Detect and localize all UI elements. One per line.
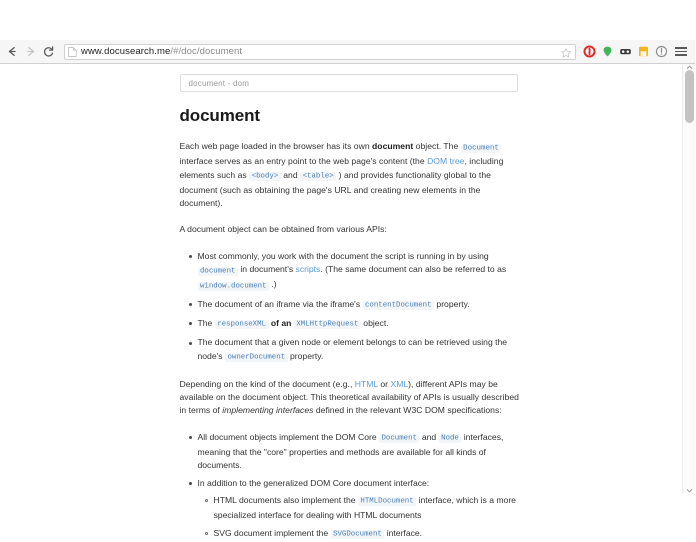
text-fragment: interfaces, meaning that the "core" properties and methods are available for all kinds of documents. [197, 431, 504, 471]
tab-strip [0, 0, 695, 40]
text-fragment: object. [360, 317, 389, 328]
link-html[interactable]: HTML [354, 378, 378, 389]
text-fragment: . (The same document can also be referred to as [320, 264, 507, 275]
link-scripts[interactable]: scripts [295, 264, 321, 275]
list-item [198, 431, 520, 473]
url-host: www.docusearch.me [81, 45, 171, 57]
address-bar-url [81, 45, 242, 59]
text-fragment: The document that a given node or element belongs to can be retrieved using the node's [197, 337, 508, 361]
browser-menu-button[interactable] [675, 45, 689, 59]
text-fragment: interface. [384, 527, 423, 538]
extension-toolbar [580, 45, 691, 59]
search-input[interactable] [180, 74, 518, 92]
page-content [176, 64, 520, 542]
chevron-down-icon [686, 488, 693, 493]
profile-circle-icon [655, 45, 668, 58]
code-ownerdocument: ownerDocument [225, 353, 288, 362]
pin-icon [601, 45, 614, 58]
code-body-tag: <body> [249, 172, 281, 181]
intro-paragraph [180, 140, 520, 210]
page-document-icon [68, 47, 77, 57]
text-fragment: ), different APIs may be available on the document object. This theoretical availability of APIs is usually described in terms of [179, 378, 519, 416]
list-item [198, 298, 520, 313]
text-fragment: property. [287, 350, 324, 361]
interfaces-paragraph [180, 378, 520, 418]
emphasis-implementing-interfaces: implementing interfaces [222, 405, 314, 416]
text-fragment: The document of an iframe via the iframe's [197, 298, 363, 309]
interfaces-list [180, 431, 520, 542]
note-square-icon [637, 45, 650, 58]
reload-button[interactable] [40, 43, 57, 60]
page-title: document [179, 106, 260, 125]
text-fragment: object. The [413, 141, 461, 151]
code-table-tag: <table> [300, 172, 336, 181]
code-svgdocument: SVGDocument [331, 530, 385, 539]
emphasis-document: document [372, 141, 414, 151]
text-fragment: In addition to the generalized DOM Core document interface: [197, 477, 430, 488]
code-contentdocument: contentDocument [363, 301, 435, 310]
code-htmldocument: HTMLDocument [358, 497, 416, 506]
list-item [214, 494, 520, 523]
page-scrollbar[interactable] [682, 64, 695, 493]
browser-toolbar [0, 40, 695, 64]
scrollbar-down-arrow[interactable] [683, 487, 696, 493]
text-fragment: HTML documents also implement the [213, 494, 358, 505]
adblock-circle-icon [583, 45, 596, 58]
text-fragment: .) [269, 279, 277, 290]
code-document: document [198, 267, 238, 276]
location-pin-extension-icon[interactable] [600, 45, 614, 59]
text-fragment: , including elements such as [179, 156, 504, 180]
interfaces-sublist [198, 494, 520, 542]
code-document: Document [379, 434, 419, 443]
hamburger-line [675, 47, 687, 49]
list-item [198, 317, 520, 332]
forward-arrow-icon [24, 45, 37, 58]
reload-icon [42, 45, 55, 58]
text-fragment: property. [434, 298, 470, 309]
back-arrow-icon [6, 45, 19, 58]
url-path: /#/doc/document [170, 45, 243, 57]
apis-list [180, 250, 520, 365]
list-item [198, 250, 520, 294]
text-fragment: ) and provides functionality global to the document (such as obtaining the page's URL and creating new elements in the document). [179, 169, 491, 209]
page-viewport [0, 64, 695, 539]
notes-extension-icon[interactable] [636, 45, 650, 59]
star-icon [560, 47, 572, 59]
text-fragment: Each web page loaded in the browser has its own [179, 141, 373, 151]
hamburger-line [675, 54, 687, 56]
text-fragment: in document's [237, 264, 296, 275]
reader-rect-icon [619, 45, 632, 58]
list-item [214, 527, 520, 542]
search-input-value: document - dom [188, 78, 250, 88]
profile-extension-icon[interactable] [654, 45, 668, 59]
text-fragment: The [197, 317, 215, 328]
text-fragment-bold: of an [268, 317, 294, 328]
code-window-document: window.document [198, 282, 270, 291]
back-button[interactable] [4, 43, 21, 60]
text-fragment: All document objects implement the DOM Core [197, 431, 379, 442]
text-fragment: Most commonly, you work with the document the script is running in by using [197, 250, 489, 261]
dark-reader-extension-icon[interactable] [618, 45, 632, 59]
text-fragment: and [419, 431, 439, 442]
forward-button[interactable] [22, 43, 39, 60]
apis-paragraph: A document object can be obtained from various APIs: [179, 224, 387, 235]
bookmark-star-button[interactable] [560, 46, 572, 58]
address-bar[interactable] [64, 44, 576, 60]
hamburger-line [675, 51, 687, 53]
link-xml[interactable]: XML [390, 378, 409, 389]
adblock-extension-icon[interactable] [582, 45, 596, 59]
text-fragment: or [377, 378, 391, 389]
text-fragment: interface serves as an entry point to the web page's content (the [179, 156, 428, 167]
code-xmlhttprequest: XMLHttpRequest [294, 320, 361, 329]
text-fragment: and [280, 169, 301, 180]
text-fragment: SVG document implement the [213, 527, 331, 538]
text-fragment: interface, which is a more specialized interface for dealing with HTML documents [213, 494, 516, 521]
text-fragment: Depending on the kind of the document (e.g., [179, 378, 355, 389]
code-document: Document [461, 144, 502, 153]
list-item [198, 336, 520, 365]
chevron-up-icon [686, 65, 693, 70]
scrollbar-thumb[interactable] [685, 70, 694, 123]
code-node: Node [439, 434, 462, 443]
code-responsexml: responseXML [215, 320, 269, 329]
text-fragment: defined in the relevant W3C DOM specifications: [313, 405, 502, 416]
list-item [198, 477, 520, 542]
link-dom-tree[interactable]: DOM tree [427, 156, 465, 167]
